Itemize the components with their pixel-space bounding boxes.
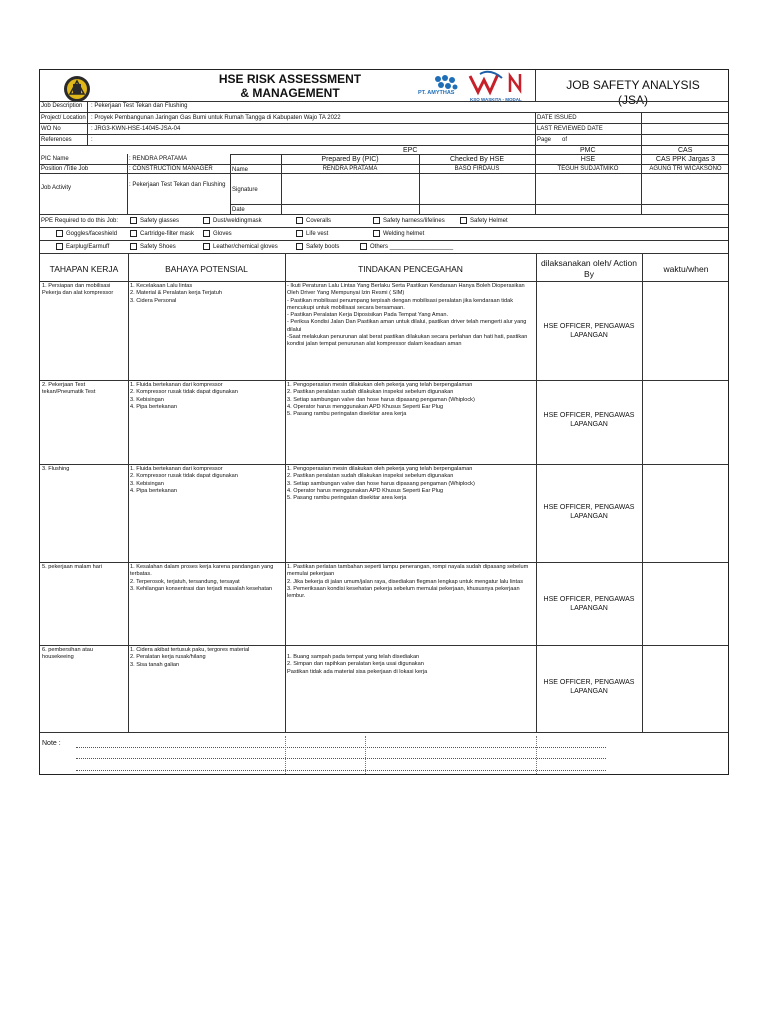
ppe-checkbox[interactable]: Dust/weldingmask (203, 217, 262, 224)
company-logo (62, 75, 92, 103)
jsa-title: JOB SAFETY ANALYSIS (566, 78, 700, 92)
job-activity-label: Job Activity (41, 185, 72, 191)
amythas-logo-text: PT. AMYTHAS (418, 90, 455, 96)
header-when: waktu/when (663, 264, 709, 274)
ppe-checkbox[interactable]: Cartridge-filter mask (130, 230, 194, 237)
table-row-stage: 3. Flushing (42, 466, 70, 472)
position-label: Position /Title Job (41, 166, 89, 172)
date-label: Date (232, 207, 245, 213)
table-row-by: HSE OFFICER, PENGAWAS LAPANGAN (543, 323, 635, 339)
ppe-checkbox[interactable]: Goggles/faceshield (56, 230, 117, 237)
hse-name: TEGUH SUDJATMIKO (557, 166, 619, 172)
table-row-action: - Ikuti Peraturan Lalu Lintas Yang Berlaku Serta Pastikan Kendaraan Hanya Boleh Dioperasikan Oleh Driver Yang Mempunyai Izin Resmi ( SIM) - Pastikan mobilisasi penumpang terpisah dengan mobilisasi peralatan jika kendaraan tidak mencukupi untuk mobilisasi secara bersamaan. - Pastikan Peralatan Kerja Diposisikan Pada Tempat Yang Aman. - Periksa Kondisi Jalan Dan Pastikan aman untuk dilalui, pastikan driver telah mengerti alur yang dilalui -Saat melakukan penurunan alat berat pastikan dilakukan secara perlahan dan hati hati, pastikan kondisi jalan tempat penurunan alat kompressor dalam keadaan aman (287, 283, 528, 348)
pic-name-value: : RENDRA PRATAMA (129, 156, 188, 162)
references-label: References (41, 137, 72, 143)
table-row-hazard: 1. Kesalahan dalam proses kerja karena pandangan yang terbatas. 2. Terperosok, terjatuh, tersandung, tersayat 3. Kehilangan konsentrasi dan terjadi masalah kesehatan (130, 564, 274, 592)
pic-name-label: PIC Name (41, 156, 69, 162)
cas-ppk-label: CAS PPK Jargas 3 (655, 156, 716, 163)
job-activity-value: : Pekerjaan Test Tekan dan Flushing (129, 182, 226, 188)
table-row-by: HSE OFFICER, PENGAWAS LAPANGAN (543, 504, 635, 520)
header-action-by: dilaksanakan oleh/ Action By (541, 258, 637, 279)
table-row-by: HSE OFFICER, PENGAWAS LAPANGAN (543, 679, 635, 695)
title-management: & MANAGEMENT (240, 86, 340, 100)
table-row-stage: 5. pekerjaan malam hari (42, 564, 103, 570)
note-line (76, 770, 606, 771)
ppe-checkbox[interactable]: Safety glasses (130, 217, 179, 224)
ppe-checkbox[interactable]: Others ___________________ (360, 243, 453, 250)
ppe-checkbox[interactable]: Safety harness/lifelines (373, 217, 445, 224)
page-label: Page (537, 137, 552, 143)
table-row-hazard: 1. Kecelakaan Lalu lintas 2. Material & Peralatan kerja Terjatuh 3. Cidera Personal (130, 283, 222, 304)
cas-name: AGUNG TRI WICAKSONO (649, 166, 722, 172)
header-tindakan: TINDAKAN PENCEGAHAN (358, 264, 463, 274)
note-line (76, 758, 606, 759)
prepared-by-label: Prepared By (PIC) (321, 156, 379, 163)
ppe-label: PPE Required to do this Job: (41, 218, 119, 224)
note-label: Note : (42, 740, 61, 747)
waskita-logo (468, 70, 532, 98)
checked-name: BASO FIRDAUS (454, 166, 500, 172)
table-row-hazard: 1. Fluida bertekanan dari kompressor 2. Kompressor rusak tidak dapat digunakan 3. Kebisingan 4. Pipa bertekanan (130, 466, 238, 494)
jsa-sheet (39, 69, 729, 775)
table-row-stage: 1. Persiapan dan mobilisasi Pekerja dan alat kompressor (42, 283, 114, 297)
checked-by-label: Checked By HSE (449, 156, 505, 163)
table-row-action: 1. Pengoperasian mesin dilakukan oleh pekerja yang telah berpengalaman 2. Pastikan peralatan sudah dilakukan inspeksi sebelum digunakan 3. Setiap sambungan valve dan hose harus dipasang pengaman (Whiplock) 4. Operator harus menggunakan APD Khusus Seperti Ear Plug 5. Pasang rambu peringatan disekitar area kerja (287, 466, 475, 502)
references-value: : (91, 137, 93, 143)
ppe-checkbox[interactable]: Gloves (203, 230, 232, 237)
date-issued-label: DATE ISSUED (537, 115, 577, 121)
ppe-checkbox[interactable]: Coveralls (296, 217, 331, 224)
project-label: Project/ Location (41, 115, 86, 121)
epc-label: EPC (403, 147, 418, 154)
ppe-checkbox[interactable]: Earplug/Earmuff (56, 243, 109, 250)
table-row-stage: 2. Pekerjaan Test tekan/Pneumatik Test (42, 382, 96, 396)
hse-label: HSE (580, 156, 596, 163)
signature-label: Signature (232, 187, 258, 193)
ppe-checkbox[interactable]: Safety boots (296, 243, 339, 250)
table-row-hazard: 1. Fluida bertekanan dari kompressor 2. Kompressor rusak tidak dapat digunakan 3. Kebisingan 4. Pipa bertekanan (130, 382, 238, 410)
header-tahapan: TAHAPAN KERJA (49, 264, 119, 274)
title-hse-risk: HSE RISK ASSESSMENT (218, 72, 362, 86)
position-value: : CONSTRUCTION MANAGER (129, 166, 213, 172)
jsa-subtitle: (JSA) (618, 93, 648, 107)
name-label: Name (232, 167, 249, 173)
cas-label: CAS (678, 147, 693, 154)
table-row-by: HSE OFFICER, PENGAWAS LAPANGAN (543, 596, 635, 612)
page-of: of (562, 137, 568, 143)
waskita-logo-text: KSO WASKITA - MODAL (470, 97, 522, 102)
note-line (76, 747, 606, 748)
ppe-checkbox[interactable]: Leather/chemical gloves (203, 243, 278, 250)
wo-value: : JRG3-KWN-HSE-14045-JSA-04 (91, 126, 181, 132)
table-row-by: HSE OFFICER, PENGAWAS LAPANGAN (543, 412, 635, 428)
table-row-hazard: 1. Cidera akibat tertusuk paku, tergores material 2. Peralatan kerja rusak/hilang 3. Sisa tanah galian (130, 647, 250, 668)
ppe-checkbox[interactable]: Safety Helmet (460, 217, 508, 224)
table-row-action: 1. Pengoperasian mesin dilakukan oleh pekerja yang telah berpengalaman 2. Pastikan peralatan sudah dilakukan inspeksi sebelum digunakan 3. Setiap sambungan valve dan hose harus dipasang pengaman (Whiplock) 4. Operator harus menggunakan APD Khusus Seperti Ear Plug 5. Pasang rambu peringatan disekitar area kerja (287, 382, 475, 418)
wo-label: WO No (41, 126, 61, 132)
project-value: : Proyek Pembangunan Jaringan Gas Bumi untuk Rumah Tangga di Kabupaten Wajo TA 2022 (91, 115, 341, 121)
job-description-label: Job Description (41, 103, 83, 109)
table-row-stage: 6. pembersihan atau housekeeing (42, 647, 93, 661)
ppe-checkbox[interactable]: Welding helmet (373, 230, 424, 237)
last-reviewed-label: LAST REVIEWED DATE (537, 126, 603, 132)
pmc-label: PMC (580, 147, 596, 154)
table-row-action: 1. Pastikan perlatan tambahan seperti lampu penerangan, rompi nayala sudah dipasang sebelum memulai pekerjaan 2. Jika bekerja di jalan umum/jalan raya, disediakan flegman lengkap untuk mengatur lalu lintas 3. Pemeriksaan kondisi kesehatan pekerja sebelum memulai pekerjaan, khususnya pekerjaan lembur. (287, 564, 529, 600)
header-bahaya: BAHAYA POTENSIAL (165, 264, 248, 274)
table-row-action: 1. Buang sampah pada tempat yang telah disediakan 2. Simpan dan rapihkan peralatan kerja usai digunakan Pastikan tidak ada material sisa pekerjaan di lokasi kerja (287, 654, 428, 675)
job-description-value: : Pekerjaan Test Tekan dan Flushing (91, 103, 188, 109)
ppe-checkbox[interactable]: Safety Shoes (130, 243, 176, 250)
prepared-name: RENDRA PRATAMA (322, 166, 378, 172)
ppe-checkbox[interactable]: Life vest (296, 230, 328, 237)
